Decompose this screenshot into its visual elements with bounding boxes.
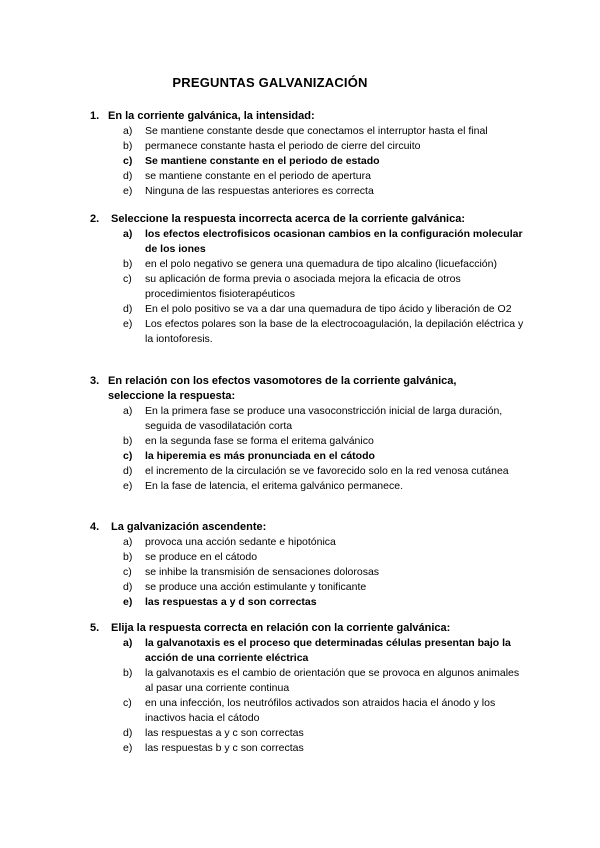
option-letter: c) <box>123 450 133 462</box>
question-header <box>0 621 600 636</box>
option-letter: e) <box>123 742 133 754</box>
option-letter: a) <box>123 536 133 548</box>
option-c-correct <box>0 154 600 169</box>
option-letter: e) <box>123 480 133 492</box>
option-text: en el polo negativo se genera una quemadura de tipo alcalino (licuefacción) <box>145 258 497 270</box>
option-letter: c) <box>123 566 132 578</box>
option-letter: d) <box>123 303 133 315</box>
option-a <box>0 535 600 550</box>
option-text: las respuestas a y d son correctas <box>145 596 317 608</box>
option-letter: d) <box>123 581 133 593</box>
option-letter: c) <box>123 697 132 709</box>
option-text: su aplicación de forma previa o asociada mejora la eficacia de otros procedimientos fisioterapéuticos <box>145 273 461 300</box>
option-letter: b) <box>123 258 133 270</box>
option-text: Se mantiene constante en el periodo de estado <box>145 155 380 167</box>
option-letter: c) <box>123 155 133 167</box>
question-header <box>0 374 600 404</box>
option-e <box>0 317 600 347</box>
option-text: la galvanotaxis es el proceso que determinadas células presentan bajo la acción de una corriente eléctrica <box>145 637 511 664</box>
option-b <box>0 257 600 272</box>
option-letter: a) <box>123 637 133 649</box>
option-a <box>0 124 600 139</box>
option-d <box>0 169 600 184</box>
option-b <box>0 434 600 449</box>
question-number: 3. <box>90 375 100 387</box>
option-c <box>0 696 600 726</box>
option-a <box>0 404 600 434</box>
option-letter: b) <box>123 551 133 563</box>
option-text: se produce una acción estimulante y tonificante <box>145 581 367 593</box>
option-letter: a) <box>123 125 133 137</box>
question-1 <box>0 109 600 199</box>
option-text: las respuestas a y c son correctas <box>145 727 304 739</box>
option-c-correct <box>0 449 600 464</box>
option-text: se inhibe la transmisión de sensaciones dolorosas <box>145 566 380 578</box>
question-header <box>0 212 600 227</box>
option-text: En el polo positivo se va a dar una quemadura de tipo ácido y liberación de O2 <box>145 303 512 315</box>
option-e <box>0 184 600 199</box>
options-list <box>0 636 600 756</box>
option-e-correct <box>0 595 600 610</box>
question-number: 5. <box>90 622 100 634</box>
option-text: se produce en el cátodo <box>145 551 258 563</box>
option-a-correct <box>0 636 600 666</box>
question-text: En relación con los efectos vasomotores de la corriente galvánica, seleccione la respuesta: <box>108 375 457 402</box>
option-letter: b) <box>123 435 133 447</box>
option-text: en la segunda fase se forma el eritema galvánico <box>145 435 374 447</box>
option-c <box>0 565 600 580</box>
option-letter: b) <box>123 667 133 679</box>
option-letter: c) <box>123 273 132 285</box>
option-text: las respuestas b y c son correctas <box>145 742 304 754</box>
option-a-correct <box>0 227 600 257</box>
option-d <box>0 302 600 317</box>
option-text: permanece constante hasta el periodo de cierre del circuito <box>145 140 421 152</box>
page-title: PREGUNTAS GALVANIZACIÓN <box>172 75 368 90</box>
option-e <box>0 479 600 494</box>
question-text: En la corriente galvánica, la intensidad: <box>108 110 315 122</box>
option-text: la hiperemia es más pronunciada en el cátodo <box>145 450 375 462</box>
option-c <box>0 272 600 302</box>
option-letter: d) <box>123 170 133 182</box>
option-text: provoca una acción sedante e hipotónica <box>145 536 336 548</box>
option-text: la galvanotaxis es el cambio de orientación que se provoca en algunos animales al pasar una corriente continua <box>145 667 520 694</box>
question-3 <box>0 374 600 494</box>
option-d <box>0 464 600 479</box>
option-letter: d) <box>123 465 133 477</box>
question-number: 2. <box>90 213 100 225</box>
question-4 <box>0 520 600 610</box>
option-text: En la fase de latencia, el eritema galvánico permanece. <box>145 480 403 492</box>
option-letter: b) <box>123 140 133 152</box>
options-list <box>0 535 600 610</box>
question-5 <box>0 621 600 756</box>
option-letter: e) <box>123 318 133 330</box>
option-text: se mantiene constante en el periodo de apertura <box>145 170 371 182</box>
option-text: en una infección, los neutrófilos activados son atraidos hacia el ánodo y los inactivos hacia el cátodo <box>145 697 496 724</box>
option-e <box>0 741 600 756</box>
options-list <box>0 227 600 347</box>
option-letter: e) <box>123 185 133 197</box>
question-header <box>0 520 600 535</box>
option-text: En la primera fase se produce una vasoconstricción inicial de larga duración, seguida de vasodilatación corta <box>145 405 503 432</box>
option-d <box>0 726 600 741</box>
question-text: La galvanización ascendente: <box>111 521 267 533</box>
options-list <box>0 404 600 494</box>
question-number: 1. <box>90 110 100 122</box>
option-text: los efectos electrofisicos ocasionan cambios en la configuración molecular de los iones <box>145 228 523 255</box>
option-letter: a) <box>123 228 133 240</box>
option-letter: a) <box>123 405 133 417</box>
option-b <box>0 666 600 696</box>
question-header <box>0 109 600 124</box>
option-b <box>0 550 600 565</box>
option-letter: e) <box>123 596 133 608</box>
option-text: Se mantiene constante desde que conectamos el interruptor hasta el final <box>145 125 488 137</box>
option-d <box>0 580 600 595</box>
question-text: Elija la respuesta correcta en relación con la corriente galvánica: <box>111 622 451 634</box>
question-2 <box>0 212 600 347</box>
option-b <box>0 139 600 154</box>
option-text: el incremento de la circulación se ve favorecido solo en la red venosa cutánea <box>145 465 509 477</box>
question-number: 4. <box>90 521 100 533</box>
option-letter: d) <box>123 727 133 739</box>
option-text: Los efectos polares son la base de la electrocoagulación, la depilación eléctrica y la iontoforesis. <box>145 318 524 345</box>
options-list <box>0 124 600 199</box>
question-text: Seleccione la respuesta incorrecta acerca de la corriente galvánica: <box>111 213 466 225</box>
option-text: Ninguna de las respuestas anteriores es correcta <box>145 185 374 197</box>
